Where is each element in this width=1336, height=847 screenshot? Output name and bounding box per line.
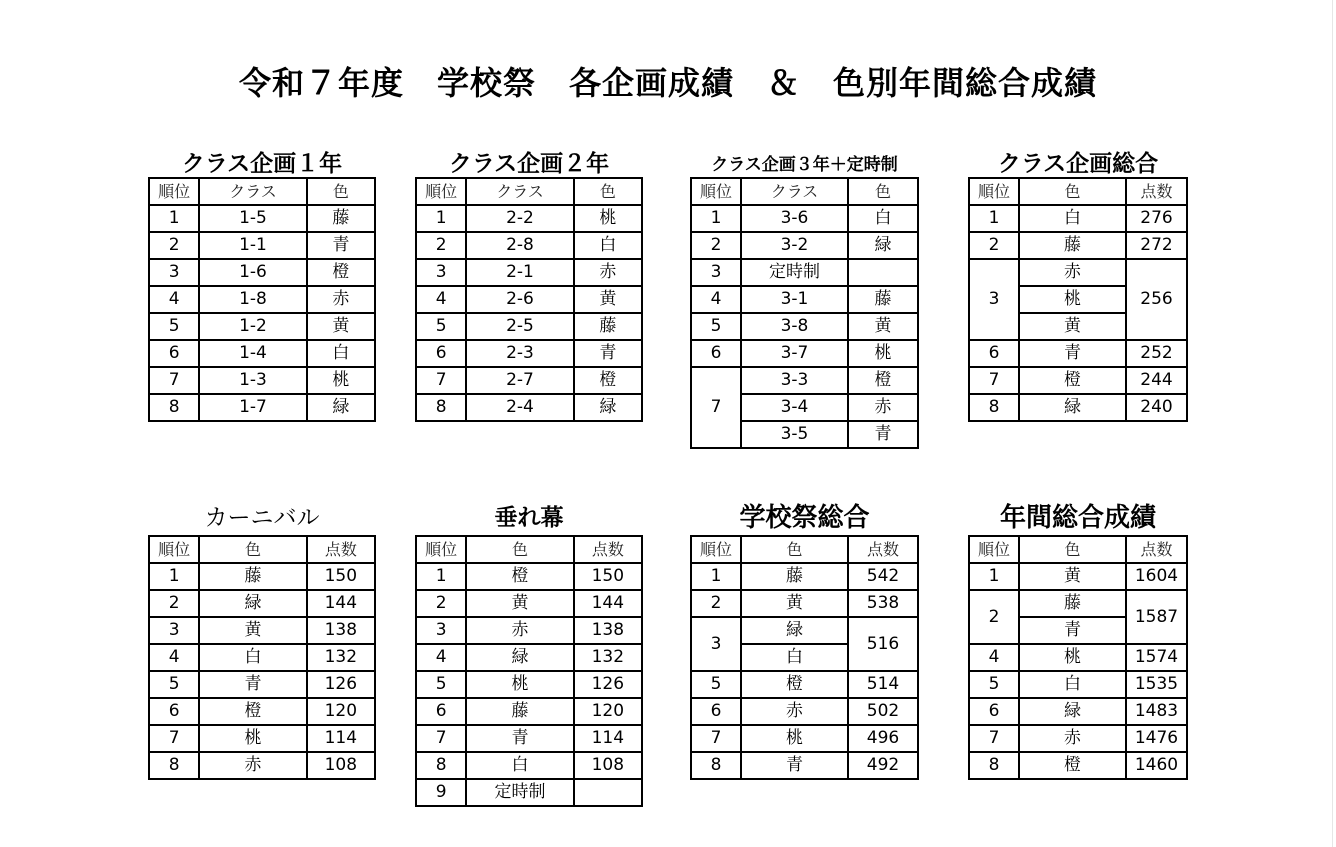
mid-cell: 緑 (1019, 394, 1126, 421)
table-row (416, 563, 642, 590)
mid-cell: 1-7 (199, 394, 306, 421)
table-row (691, 752, 918, 779)
rank-cell: 7 (416, 367, 466, 394)
rank-cell: 6 (416, 340, 466, 367)
mid-cell: 橙 (199, 698, 306, 725)
column-header: 色 (1019, 536, 1126, 563)
last-cell: 132 (574, 644, 642, 671)
table-row (149, 617, 375, 644)
rank-cell: 5 (416, 671, 466, 698)
last-cell: 516 (848, 617, 918, 671)
mid-cell: 黄 (466, 590, 573, 617)
last-cell (574, 779, 642, 806)
last-cell: 橙 (574, 367, 642, 394)
rank-cell: 8 (969, 752, 1019, 779)
mid-cell: 黄 (1019, 563, 1126, 590)
mid-cell: 3-2 (741, 232, 848, 259)
column-header: 順位 (969, 536, 1019, 563)
mid-cell: 藤 (1019, 590, 1126, 617)
rank-cell: 2 (416, 232, 466, 259)
rank-cell: 4 (149, 644, 199, 671)
table-row (416, 205, 642, 232)
rank-cell: 6 (969, 340, 1019, 367)
mid-cell: 藤 (1019, 232, 1126, 259)
mid-cell: 黄 (1019, 313, 1126, 340)
mid-cell: 1-1 (199, 232, 306, 259)
last-cell: 120 (307, 698, 375, 725)
last-cell: 橙 (848, 367, 918, 394)
block-title: クラス企画２年 (448, 151, 610, 177)
table-row (416, 259, 642, 286)
rank-cell: 7 (969, 725, 1019, 752)
rank-cell: 5 (149, 313, 199, 340)
table-row (149, 698, 375, 725)
column-header: 点数 (307, 536, 375, 563)
last-cell: 1460 (1126, 752, 1187, 779)
mid-cell: 2-3 (466, 340, 573, 367)
mid-cell: 桃 (199, 725, 306, 752)
table-row (969, 367, 1187, 394)
table-row (416, 232, 642, 259)
mid-cell: 2-7 (466, 367, 573, 394)
mid-cell: 青 (741, 752, 848, 779)
last-cell: 244 (1126, 367, 1187, 394)
mid-cell: 緑 (1019, 698, 1126, 725)
last-cell: 150 (574, 563, 642, 590)
mid-cell: 藤 (199, 563, 306, 590)
table-row (416, 644, 642, 671)
last-cell: 108 (574, 752, 642, 779)
mid-cell: 白 (1019, 671, 1126, 698)
table-row (149, 725, 375, 752)
mid-cell: 3-4 (741, 394, 848, 421)
mid-cell: 緑 (741, 617, 848, 644)
rank-cell: 7 (691, 725, 741, 752)
table-row (969, 205, 1187, 232)
table-row (969, 644, 1187, 671)
table-row (691, 590, 918, 617)
rank-cell: 1 (149, 205, 199, 232)
last-cell: 1483 (1126, 698, 1187, 725)
column-header: 色 (199, 536, 306, 563)
mid-cell: 赤 (199, 752, 306, 779)
last-cell: 240 (1126, 394, 1187, 421)
table-row (416, 367, 642, 394)
rank-cell: 5 (691, 313, 741, 340)
table-row (416, 590, 642, 617)
table-row (691, 232, 918, 259)
mid-cell: 橙 (1019, 752, 1126, 779)
rank-cell: 6 (149, 340, 199, 367)
table-row (691, 367, 918, 394)
last-cell: 108 (307, 752, 375, 779)
mid-cell: 2-2 (466, 205, 573, 232)
table-header-row (691, 536, 918, 563)
last-cell: 1587 (1126, 590, 1187, 644)
table-header-row (416, 536, 642, 563)
column-header: 順位 (149, 536, 199, 563)
column-header: 点数 (1126, 178, 1187, 205)
rank-cell: 4 (416, 286, 466, 313)
rank-cell: 4 (416, 644, 466, 671)
rank-cell: 8 (416, 394, 466, 421)
table-row (969, 752, 1187, 779)
last-cell: 黄 (307, 313, 375, 340)
mid-cell: 橙 (1019, 367, 1126, 394)
last-cell: 藤 (574, 313, 642, 340)
rank-cell: 8 (416, 752, 466, 779)
rank-cell: 7 (149, 725, 199, 752)
last-cell: 276 (1126, 205, 1187, 232)
rank-cell: 6 (969, 698, 1019, 725)
last-cell: 桃 (307, 367, 375, 394)
table-row (691, 725, 918, 752)
last-cell: 白 (574, 232, 642, 259)
rank-cell: 3 (149, 617, 199, 644)
rank-cell: 6 (691, 340, 741, 367)
last-cell: 緑 (307, 394, 375, 421)
rank-cell: 9 (416, 779, 466, 806)
ranking-table (148, 177, 376, 422)
mid-cell: 定時制 (741, 259, 848, 286)
last-cell: 126 (574, 671, 642, 698)
column-header: 色 (741, 536, 848, 563)
table-row (149, 340, 375, 367)
table-row (416, 725, 642, 752)
rank-cell: 1 (691, 563, 741, 590)
last-cell: 1535 (1126, 671, 1187, 698)
mid-cell: 黄 (199, 617, 306, 644)
ranking-table (415, 535, 643, 807)
column-header: 順位 (691, 536, 741, 563)
last-cell: 138 (307, 617, 375, 644)
last-cell: 赤 (307, 286, 375, 313)
last-cell: 橙 (307, 259, 375, 286)
mid-cell: 桃 (741, 725, 848, 752)
last-cell: 138 (574, 617, 642, 644)
mid-cell: 1-3 (199, 367, 306, 394)
mid-cell: 1-4 (199, 340, 306, 367)
table-row (416, 752, 642, 779)
ranking-table (968, 535, 1188, 780)
last-cell: 496 (848, 725, 918, 752)
column-header: 色 (574, 178, 642, 205)
mid-cell: 橙 (741, 671, 848, 698)
table-row (149, 232, 375, 259)
column-header: クラス (199, 178, 306, 205)
last-cell: 1604 (1126, 563, 1187, 590)
mid-cell: 青 (1019, 340, 1126, 367)
rank-cell: 8 (149, 394, 199, 421)
last-cell (848, 259, 918, 286)
mid-cell: 1-8 (199, 286, 306, 313)
table-row (149, 671, 375, 698)
mid-cell: 青 (199, 671, 306, 698)
last-cell: 桃 (574, 205, 642, 232)
table-row (691, 617, 918, 644)
mid-cell: 3-3 (741, 367, 848, 394)
table-row (416, 313, 642, 340)
table-row (691, 286, 918, 313)
block-title: クラス企画１年 (181, 151, 343, 177)
ranking-table (148, 535, 376, 780)
rank-cell: 1 (969, 563, 1019, 590)
last-cell: 赤 (574, 259, 642, 286)
rank-cell: 1 (969, 205, 1019, 232)
last-cell: 白 (307, 340, 375, 367)
rank-cell: 8 (969, 394, 1019, 421)
column-header: 点数 (848, 536, 918, 563)
mid-cell: 1-5 (199, 205, 306, 232)
rank-cell: 5 (969, 671, 1019, 698)
last-cell: 126 (307, 671, 375, 698)
mid-cell: 1-6 (199, 259, 306, 286)
mid-cell: 白 (199, 644, 306, 671)
table-row (416, 671, 642, 698)
last-cell: 492 (848, 752, 918, 779)
rank-cell: 3 (691, 259, 741, 286)
mid-cell: 青 (466, 725, 573, 752)
rank-cell: 1 (691, 205, 741, 232)
table-row (416, 617, 642, 644)
mid-cell: 桃 (1019, 644, 1126, 671)
mid-cell: 2-1 (466, 259, 573, 286)
rank-cell: 2 (149, 232, 199, 259)
rank-cell: 1 (416, 205, 466, 232)
rank-cell: 5 (416, 313, 466, 340)
mid-cell: 黄 (741, 590, 848, 617)
table-header-row (149, 536, 375, 563)
block-title: 学校祭総合 (739, 503, 870, 533)
last-cell: 赤 (848, 394, 918, 421)
column-header: 順位 (149, 178, 199, 205)
block-title: クラス企画３年＋定時制 (711, 155, 898, 175)
mid-cell: 2-5 (466, 313, 573, 340)
mid-cell: 定時制 (466, 779, 573, 806)
mid-cell: 3-1 (741, 286, 848, 313)
last-cell: 青 (848, 421, 918, 448)
mid-cell: 藤 (741, 563, 848, 590)
rank-cell: 8 (149, 752, 199, 779)
table-row (416, 286, 642, 313)
rank-cell: 5 (149, 671, 199, 698)
rank-cell: 6 (691, 698, 741, 725)
last-cell: 藤 (848, 286, 918, 313)
rank-cell: 7 (149, 367, 199, 394)
table-row (969, 590, 1187, 617)
column-header: 色 (1019, 178, 1126, 205)
table-row (969, 394, 1187, 421)
rank-cell: 4 (149, 286, 199, 313)
table-row (691, 205, 918, 232)
table-row (691, 313, 918, 340)
table-header-row (149, 178, 375, 205)
column-header: クラス (466, 178, 573, 205)
table-row (691, 671, 918, 698)
ranking-table (690, 177, 919, 449)
rank-cell: 2 (691, 590, 741, 617)
mid-cell: 赤 (741, 698, 848, 725)
rank-cell: 2 (149, 590, 199, 617)
table-header-row (969, 178, 1187, 205)
mid-cell: 赤 (1019, 259, 1126, 286)
last-cell: 1574 (1126, 644, 1187, 671)
mid-cell: 赤 (466, 617, 573, 644)
table-header-row (416, 178, 642, 205)
block-title: 垂れ幕 (494, 505, 564, 531)
last-cell: 青 (307, 232, 375, 259)
mid-cell: 藤 (466, 698, 573, 725)
table-row (416, 698, 642, 725)
rank-cell: 3 (969, 259, 1019, 340)
last-cell: 538 (848, 590, 918, 617)
last-cell: 252 (1126, 340, 1187, 367)
page-title: 令和７年度 学校祭 各企画成績 ＆ 色別年間総合成績 (238, 64, 1097, 102)
last-cell: 272 (1126, 232, 1187, 259)
rank-cell: 6 (416, 698, 466, 725)
column-header: 順位 (416, 178, 466, 205)
rank-cell: 2 (416, 590, 466, 617)
column-header: 色 (848, 178, 918, 205)
rank-cell: 7 (691, 367, 741, 448)
last-cell: 256 (1126, 259, 1187, 340)
table-header-row (691, 178, 918, 205)
last-cell: 1476 (1126, 725, 1187, 752)
table-row (149, 590, 375, 617)
table-row (969, 259, 1187, 286)
table-row (149, 205, 375, 232)
ranking-table (690, 535, 919, 780)
last-cell: 114 (574, 725, 642, 752)
ranking-table (968, 177, 1188, 422)
rank-cell: 8 (691, 752, 741, 779)
last-cell: 514 (848, 671, 918, 698)
last-cell: 青 (574, 340, 642, 367)
last-cell: 144 (574, 590, 642, 617)
table-row (416, 779, 642, 806)
table-row (149, 367, 375, 394)
table-row (416, 340, 642, 367)
table-row (416, 394, 642, 421)
ranking-table (415, 177, 643, 422)
last-cell: 藤 (307, 205, 375, 232)
rank-cell: 5 (691, 671, 741, 698)
mid-cell: 2-4 (466, 394, 573, 421)
mid-cell: 緑 (466, 644, 573, 671)
mid-cell: 白 (466, 752, 573, 779)
mid-cell: 橙 (466, 563, 573, 590)
block-title: カーニバル (204, 505, 320, 531)
table-row (149, 752, 375, 779)
table-row (149, 394, 375, 421)
table-row (691, 563, 918, 590)
rank-cell: 6 (149, 698, 199, 725)
mid-cell: 3-5 (741, 421, 848, 448)
rank-cell: 4 (691, 286, 741, 313)
table-row (149, 563, 375, 590)
page-edge-line (1332, 0, 1333, 847)
rank-cell: 4 (969, 644, 1019, 671)
mid-cell: 緑 (199, 590, 306, 617)
last-cell: 144 (307, 590, 375, 617)
last-cell: 緑 (574, 394, 642, 421)
rank-cell: 3 (416, 617, 466, 644)
table-row (149, 644, 375, 671)
mid-cell: 桃 (1019, 286, 1126, 313)
rank-cell: 2 (969, 590, 1019, 644)
last-cell: 120 (574, 698, 642, 725)
mid-cell: 3-8 (741, 313, 848, 340)
mid-cell: 2-6 (466, 286, 573, 313)
mid-cell: 3-7 (741, 340, 848, 367)
column-header: 色 (307, 178, 375, 205)
mid-cell: 白 (741, 644, 848, 671)
column-header: 順位 (969, 178, 1019, 205)
last-cell: 桃 (848, 340, 918, 367)
rank-cell: 2 (691, 232, 741, 259)
rank-cell: 3 (691, 617, 741, 671)
rank-cell: 1 (416, 563, 466, 590)
column-header: 点数 (1126, 536, 1187, 563)
column-header: 点数 (574, 536, 642, 563)
table-header-row (969, 536, 1187, 563)
table-row (969, 698, 1187, 725)
column-header: クラス (741, 178, 848, 205)
column-header: 順位 (416, 536, 466, 563)
last-cell: 緑 (848, 232, 918, 259)
last-cell: 132 (307, 644, 375, 671)
table-row (969, 725, 1187, 752)
table-row (969, 232, 1187, 259)
table-row (969, 563, 1187, 590)
last-cell: 502 (848, 698, 918, 725)
rank-cell: 7 (969, 367, 1019, 394)
mid-cell: 白 (1019, 205, 1126, 232)
table-row (691, 698, 918, 725)
rank-cell: 1 (149, 563, 199, 590)
last-cell: 黄 (848, 313, 918, 340)
table-row (691, 340, 918, 367)
last-cell: 黄 (574, 286, 642, 313)
table-row (691, 259, 918, 286)
mid-cell: 1-2 (199, 313, 306, 340)
block-title: クラス企画総合 (997, 151, 1159, 177)
table-row (149, 286, 375, 313)
mid-cell: 赤 (1019, 725, 1126, 752)
rank-cell: 2 (969, 232, 1019, 259)
table-row (149, 313, 375, 340)
last-cell: 542 (848, 563, 918, 590)
mid-cell: 2-8 (466, 232, 573, 259)
table-row (149, 259, 375, 286)
rank-cell: 3 (416, 259, 466, 286)
mid-cell: 青 (1019, 617, 1126, 644)
rank-cell: 3 (149, 259, 199, 286)
column-header: 色 (466, 536, 573, 563)
column-header: 順位 (691, 178, 741, 205)
block-title: 年間総合成績 (999, 503, 1156, 533)
table-row (969, 340, 1187, 367)
mid-cell: 3-6 (741, 205, 848, 232)
last-cell: 150 (307, 563, 375, 590)
last-cell: 114 (307, 725, 375, 752)
last-cell: 白 (848, 205, 918, 232)
table-row (969, 671, 1187, 698)
mid-cell: 桃 (466, 671, 573, 698)
rank-cell: 7 (416, 725, 466, 752)
